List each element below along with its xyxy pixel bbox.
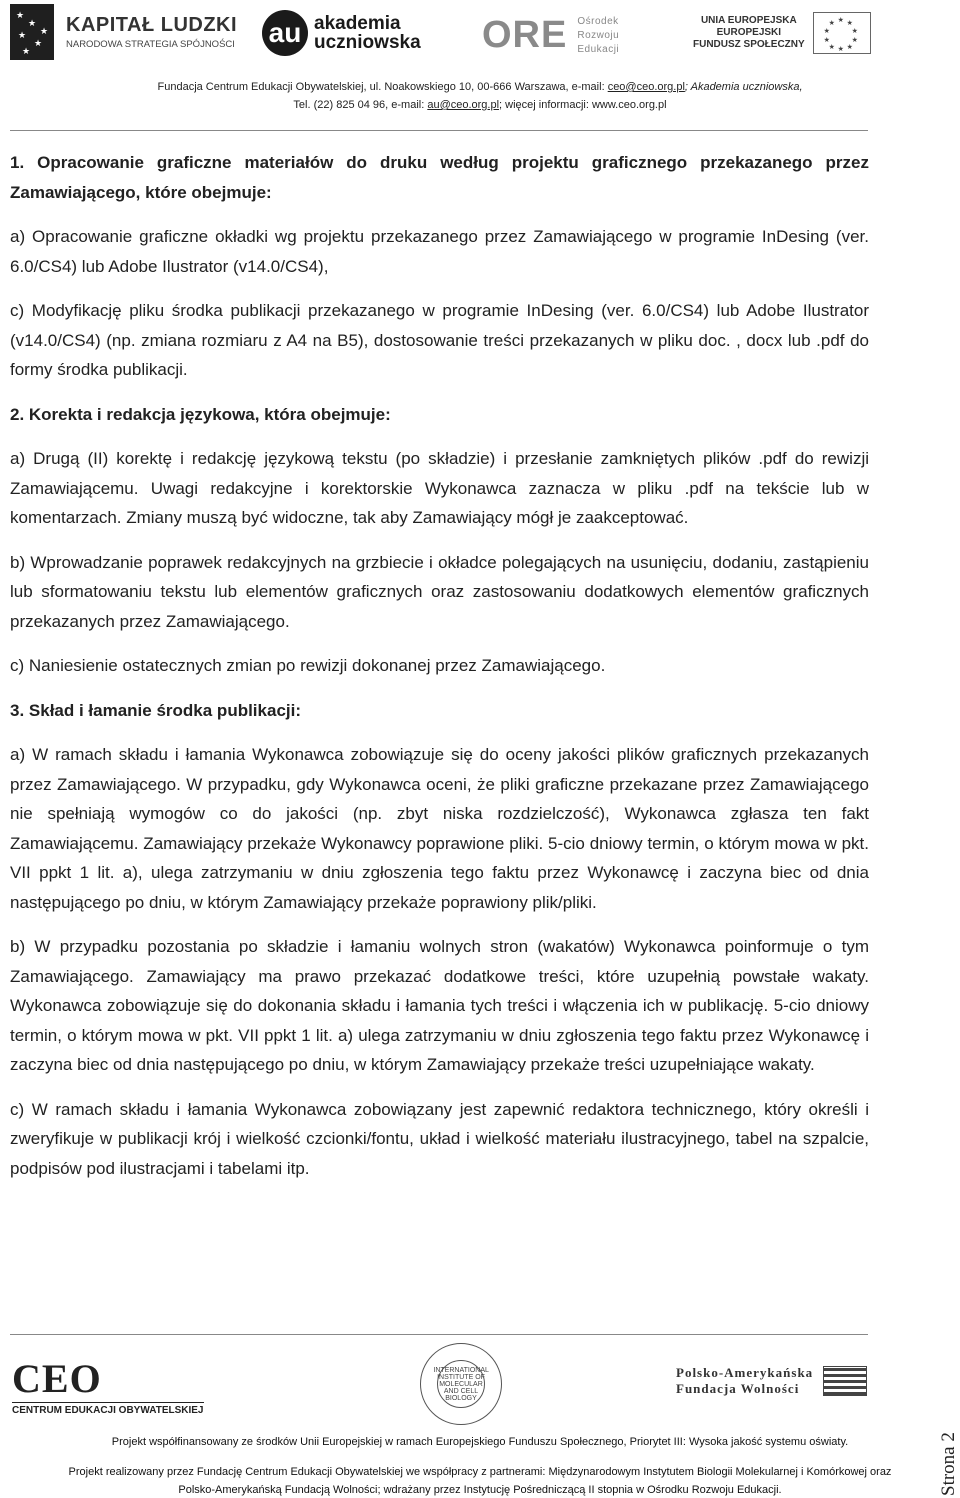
pafw-logo xyxy=(676,1365,867,1397)
section-1-item-a: a) Opracowanie graficzne okładki wg projektu przekazanego przez Zamawiającego w programie InDesing (ver. 6.0/CS4) lub Adobe Ilustrator (v14.0/CS4), xyxy=(10,227,869,276)
iimcb-text: INTERNATIONAL INSTITUTE OF MOLECULAR AND CELL BIOLOGY xyxy=(437,1360,485,1408)
ore-line2: Rozwoju xyxy=(577,29,620,41)
iimcb-seal-icon xyxy=(420,1343,502,1425)
section-3-heading: 3. Skład i łamanie środka publikacji: xyxy=(10,700,302,720)
footer-partners-line2: Polsko-Amerykańską Fundacją Wolności; wdrażany przez Instytucję Pośredniczącą II stopnia w Ośrodku Rozwoju Edukacji. xyxy=(178,1484,782,1496)
header-contact-line1: Fundacja Centrum Edukacji Obywatelskiej, ul. Noakowskiego 10, 00-666 Warszawa, e-mail: ceo@ceo.org.pl; Akademia uczniowska, xyxy=(157,81,803,93)
section-3-item-c: c) W ramach składu i łamania Wykonawca zobowiązany jest zapewnić redaktora technicznego, który określi i zweryfikuje w publikacji krój i wielkość czcionki/fontu, układ i wielkość materiału ilustracyjnego, tabel na szpalcie, podpisów pod ilustracjami i tabelami itp. xyxy=(10,1099,869,1178)
pafw-line2: Fundacja Wolności xyxy=(676,1381,800,1396)
kapital-ludzki-subtitle: NARODOWA STRATEGIA SPÓJNOŚCI xyxy=(66,39,235,50)
header-logos xyxy=(0,0,960,70)
ceo-mark: CEO xyxy=(12,1356,102,1401)
section-3-item-b: b) W przypadku pozostania po składzie i łamaniu wolnych stron (wakatów) Wykonawca poinformuje o tym Zamawiającego. Zamawiający ma prawo przekazać dodatkowe treści, które uzupełnią powstałe wakaty. Wykonawca zobowiązuje się do dokonania składu i łamania tych treści i włączenia ich w publikację. 5-cio dniowy termin, o którym mowa w pkt. VII ppkt 1 lit. a) ulega zatrzymaniu w dniu zgłoszenia tego faktu przez Wykonawcę i zaczyna biec od dnia następującego po dniu, w którym Zamawiający przekaże treści uzupełniające wakaty. xyxy=(10,937,869,1074)
kapital-ludzki-title: KAPITAŁ LUDZKI xyxy=(66,14,238,36)
ceo-text: CENTRUM EDUKACJI OBYWATELSKIEJ xyxy=(12,1402,204,1416)
section-2-heading: 2. Korekta i redakcja językowa, która obejmuje: xyxy=(10,404,391,424)
eu-logo xyxy=(693,12,871,54)
ore-mark: ORE xyxy=(482,14,568,56)
section-2-item-a: a) Drugą (II) korektę i redakcję językową tekstu (po składzie) i przesłanie zamkniętych plików .pdf do rewizji Zamawiającemu. Uwagi redakcyjne i korektorskie Wykonawca zaznacza w pliku .pdf na tekście lub w komentarzach. Zmiany muszą być widoczne, tak aby Zamawiający mógł je zaakceptować. xyxy=(10,449,869,527)
document-body xyxy=(10,148,869,1198)
akademia-uczniowska-logo xyxy=(262,10,421,56)
ore-line1: Ośrodek xyxy=(577,15,619,27)
kapital-ludzki-logo xyxy=(10,4,237,60)
footer-logos xyxy=(0,1343,960,1416)
pafw-flag-icon xyxy=(823,1366,867,1396)
au-mark: au xyxy=(262,10,308,56)
ceo-email-link[interactable]: ceo@ceo.org.pl xyxy=(607,81,685,93)
header-divider xyxy=(10,130,868,131)
eu-flag-icon: ★ ★ ★ ★ ★ ★ ★ ★ ★ ★ xyxy=(813,12,871,54)
ue-line1: UNIA EUROPEJSKA xyxy=(700,15,797,26)
akademia-line1: akademia xyxy=(314,13,401,34)
ore-logo xyxy=(482,14,619,57)
ore-line3: Edukacji xyxy=(577,43,620,55)
section-3-item-a: a) W ramach składu i łamania Wykonawca zobowiązuje się do oceny jakości plików graficznych przekazanych przez Zamawiającego. W przypadku, gdy Wykonawca oceni, że pliki graficzne przekazane przez Zamawiającego nie spełniają wymogów co do jakości (np. zbyt niska rozdzielczość), Wykonawca zgłasza ten fakt Zamawiającemu. Zamawiający przekaże Wykonawcy poprawione pliki. 5-cio dniowy termin, o którym mowa w pkt. VII ppkt 1 lit. a), ulega zatrzymaniu w dniu zgłoszenia tego faktu przez Wykonawcę i zaczyna biec od dnia następującego po dniu, w którym Zamawiający przekaże poprawiony plik/pliki. xyxy=(10,745,869,912)
footer-cofinancing-note: Projekt współfinansowany ze środków Unii Europejskiej w ramach Europejskiego Funduszu Społecznego, Priorytet III: Wysoka jakość systemu oświaty. xyxy=(111,1436,849,1448)
au-email-link[interactable]: au@ceo.org.pl xyxy=(427,99,500,111)
kapital-ludzki-flag-icon: ★ ★ ★ ★ ★ ★ xyxy=(10,4,54,60)
pafw-line1: Polsko-Amerykańska xyxy=(676,1365,814,1380)
akademia-line2: uczniowska xyxy=(314,32,421,53)
page-number: Strona 2 xyxy=(938,1432,959,1496)
footer-divider xyxy=(10,1334,868,1335)
header-contact-line2: Tel. (22) 825 04 96, e-mail: au@ceo.org.pl; więcej informacji: www.ceo.org.pl xyxy=(293,99,667,111)
section-2-item-b: b) Wprowadzanie poprawek redakcyjnych na grzbiecie i okładce polegających na usunięciu, dodaniu, zastąpieniu lub sformatowaniu tekstu lub elementów graficznych oraz zastosowaniu dodatkowych elementów graficznych przekazanych przez Zamawiającego. xyxy=(10,552,869,631)
ceo-logo xyxy=(12,1355,204,1416)
ue-line2: EUROPEJSKI xyxy=(716,27,782,38)
section-2-item-c: c) Naniesienie ostatecznych zmian po rewizji dokonanej przez Zamawiającego. xyxy=(10,656,606,675)
ue-line3: FUNDUSZ SPOŁECZNY xyxy=(693,39,805,50)
section-1-item-c: c) Modyfikację pliku środka publikacji przekazanego w programie InDesing (ver. 6.0/CS4) lub Adobe Ilustrator (v14.0/CS4) (np. zmiana rozmiaru z A4 na B5), dostosowanie treści przekazanych w pliku doc. , docx lub .pdf do formy środka publikacji. xyxy=(10,301,869,379)
section-1-heading: 1. Opracowanie graficzne materiałów do druku według projektu graficznego przekazanego przez Zamawiającego, które obejmuje: xyxy=(10,153,869,202)
footer-partners-line1: Projekt realizowany przez Fundację Centrum Edukacji Obywatelskiej we współpracy z partnerami: Międzynarodowym Instytutem Biologii Molekularnej i Komórkowej oraz xyxy=(68,1466,892,1478)
